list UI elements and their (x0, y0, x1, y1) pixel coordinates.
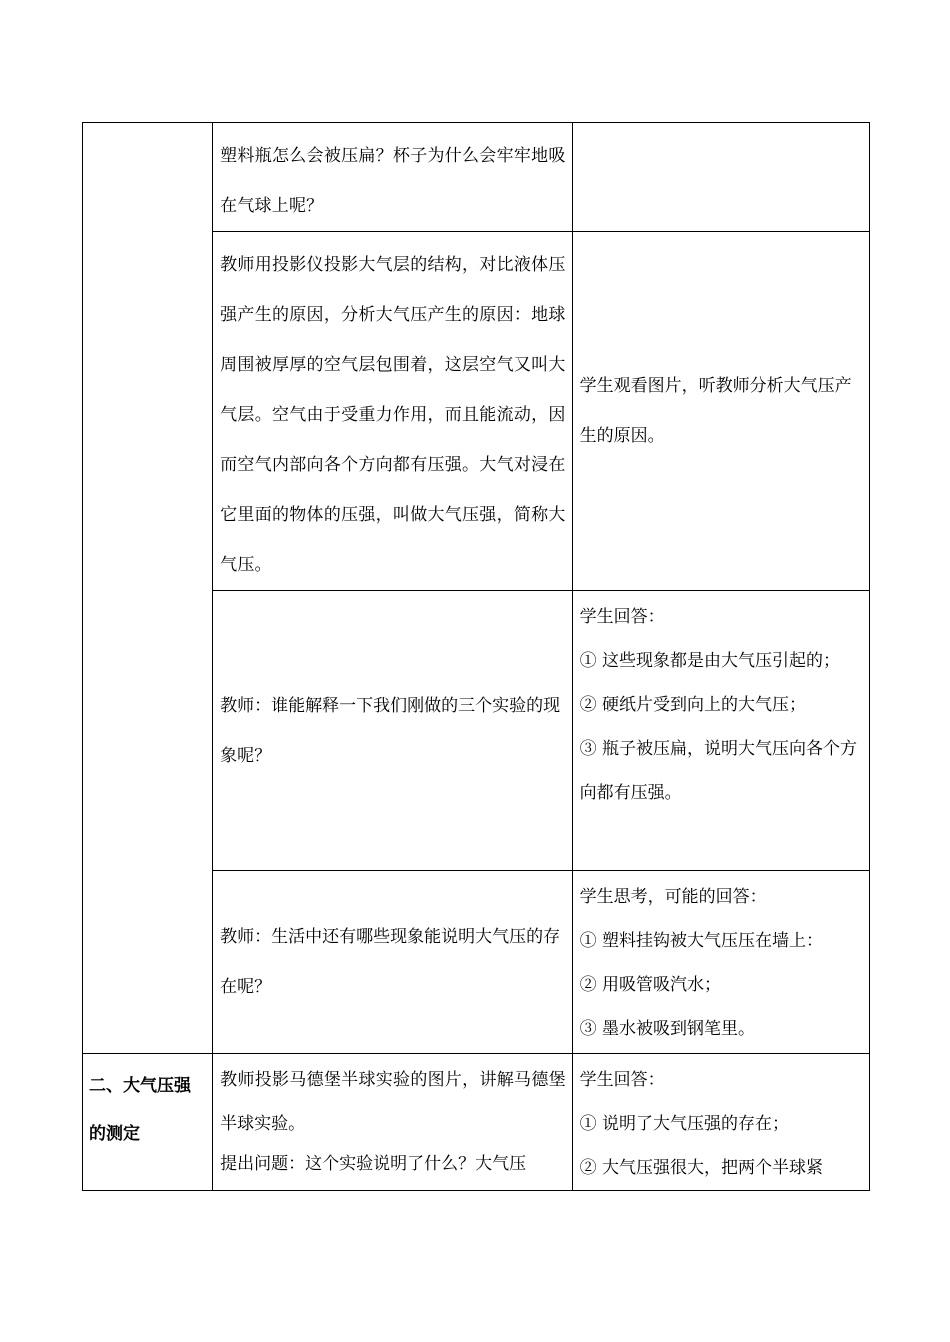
list-item: 学生思考，可能的回答： (579, 887, 767, 907)
student-activity-cell (572, 871, 869, 1054)
list-item: ③ 墨水被吸到钢笔里。 (579, 1019, 756, 1039)
table-row (83, 123, 870, 232)
table-row (83, 1054, 870, 1191)
list-item: ① 这些现象都是由大气压引起的； (579, 651, 841, 671)
list-item: 学生回答： (579, 1070, 665, 1090)
list-item: ① 塑料挂钩被大气压压在墙上： (579, 931, 824, 951)
list-item: 提出问题：这个实验说明了什么？大气压 (220, 1154, 527, 1174)
list-item: ② 大气压强很大，把两个半球紧 (579, 1158, 824, 1178)
list-item: 教师投影马德堡半球实验的图片，讲解马德堡半球实验。 (220, 1070, 566, 1134)
student-answer-list (573, 1054, 869, 1190)
teacher-activity-cell (213, 1054, 572, 1191)
teacher-activity-text (213, 1054, 571, 1182)
teacher-activity-cell (213, 123, 572, 232)
teacher-activity-text: 塑料瓶怎么会被压扁？杯子为什么会牢牢地吸在气球上呢？ (220, 146, 566, 216)
student-answer-list (573, 591, 869, 815)
section-cell-empty (83, 123, 213, 1054)
student-activity-cell (572, 591, 869, 871)
teacher-activity-cell (213, 591, 572, 871)
list-item: ② 用吸管吸汽水； (579, 975, 722, 995)
list-item: ② 硬纸片受到向上的大气压； (579, 695, 807, 715)
student-activity-cell (572, 1054, 869, 1191)
teacher-activity-cell (213, 232, 572, 591)
teacher-activity-cell (213, 871, 572, 1054)
student-activity-cell (572, 123, 869, 232)
list-item: ③ 瓶子被压扁，说明大气压向各个方向都有压强。 (579, 739, 858, 803)
student-activity-cell (572, 232, 869, 591)
list-item: ① 说明了大气压强的存在； (579, 1114, 790, 1134)
teacher-activity-text: 教师：谁能解释一下我们刚做的三个实验的现象呢？ (220, 695, 561, 766)
student-answer-list (573, 871, 869, 1051)
section-heading: 二、大气压强的测定 (89, 1076, 191, 1144)
student-activity-text: 学生观看图片，听教师分析大气压产生的原因。 (579, 376, 852, 446)
teacher-activity-text: 教师：生活中还有哪些现象能说明大气压的存在呢？ (220, 927, 561, 997)
section-cell (83, 1054, 213, 1191)
teacher-activity-text: 教师用投影仪投影大气层的结构，对比液体压强产生的原因，分析大气压产生的原因：地球周围被厚厚的空气层包围着，这层空气又叫大气层。空气由于受重力作用，而且能流动，因而空气内部向各个方向都有压强。大气对浸在它里面的物体的压强，叫做大气压强，简称大气压。 (220, 255, 566, 575)
list-item: 学生回答： (579, 607, 665, 627)
lesson-plan-table (82, 122, 870, 1191)
